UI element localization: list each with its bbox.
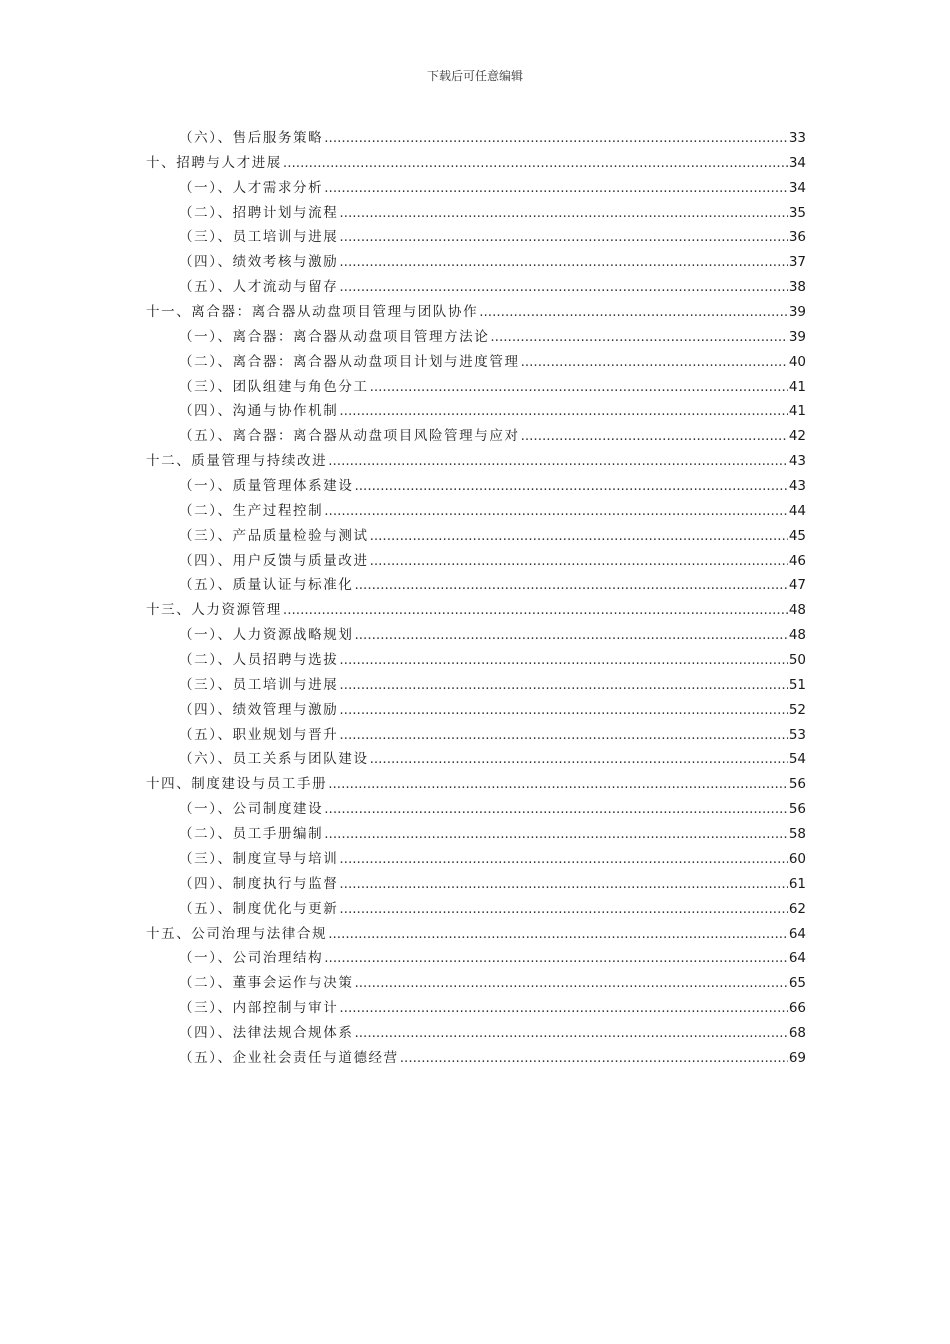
toc-section-entry[interactable]: [146, 673, 806, 698]
toc-page-number: 52: [788, 701, 806, 718]
toc-dot-leader: [339, 673, 787, 698]
toc-section-entry[interactable]: [146, 549, 806, 574]
toc-entry-title: （二）、人员招聘与选拔: [179, 652, 339, 669]
toc-page-number: 40: [788, 353, 806, 370]
toc-dot-leader: [354, 1021, 787, 1046]
toc-section-entry[interactable]: [146, 648, 806, 673]
toc-page-number: 60: [788, 850, 806, 867]
toc-section-entry[interactable]: [146, 250, 806, 275]
toc-chapter-entry[interactable]: [146, 772, 806, 797]
toc-dot-leader: [339, 648, 787, 673]
toc-section-entry[interactable]: [146, 1046, 806, 1071]
toc-dot-leader: [328, 772, 788, 797]
toc-entry-title: （四）、法律法规合规体系: [179, 1024, 354, 1041]
toc-entry-title: （四）、用户反馈与质量改进: [179, 552, 369, 569]
toc-dot-leader: [324, 946, 788, 971]
toc-dot-leader: [339, 399, 787, 424]
toc-entry-title: （五）、制度优化与更新: [179, 900, 339, 917]
toc-dot-leader: [324, 822, 788, 847]
toc-section-entry[interactable]: [146, 698, 806, 723]
toc-entry-title: （五）、人才流动与留存: [179, 279, 339, 296]
toc-dot-leader: [324, 126, 788, 151]
toc-page-number: 48: [788, 602, 806, 619]
toc-dot-leader: [354, 573, 787, 598]
toc-page-number: 34: [788, 179, 806, 196]
toc-dot-leader: [370, 747, 788, 772]
toc-entry-title: 十五、公司治理与法律合规: [146, 925, 328, 942]
toc-entry-title: 十四、制度建设与员工手册: [146, 776, 328, 793]
toc-dot-leader: [354, 623, 787, 648]
toc-section-entry[interactable]: [146, 201, 806, 226]
toc-page-number: 45: [788, 527, 806, 544]
toc-section-entry[interactable]: [146, 225, 806, 250]
toc-section-entry[interactable]: [146, 1021, 806, 1046]
toc-section-entry[interactable]: [146, 499, 806, 524]
toc-section-entry[interactable]: [146, 176, 806, 201]
toc-entry-title: （二）、离合器：离合器从动盘项目计划与进度管理: [179, 353, 520, 370]
toc-entry-title: （三）、制度宣导与培训: [179, 850, 339, 867]
toc-page-number: 62: [788, 900, 806, 917]
toc-page-number: 39: [788, 304, 806, 321]
toc-dot-leader: [324, 797, 788, 822]
toc-section-entry[interactable]: [146, 623, 806, 648]
toc-page-number: 65: [788, 975, 806, 992]
toc-page-number: 38: [788, 279, 806, 296]
toc-section-entry[interactable]: [146, 996, 806, 1021]
toc-page-number: 36: [788, 229, 806, 246]
toc-dot-leader: [324, 176, 788, 201]
toc-dot-leader: [339, 201, 787, 226]
toc-section-entry[interactable]: [146, 897, 806, 922]
toc-entry-title: （一）、人才需求分析: [179, 179, 324, 196]
toc-page-number: 56: [788, 776, 806, 793]
toc-entry-title: （二）、生产过程控制: [179, 502, 324, 519]
toc-dot-leader: [339, 250, 787, 275]
toc-dot-leader: [283, 598, 788, 623]
toc-chapter-entry[interactable]: [146, 151, 806, 176]
toc-dot-leader: [354, 971, 787, 996]
toc-chapter-entry[interactable]: [146, 922, 806, 947]
toc-entry-title: （四）、制度执行与监督: [179, 875, 339, 892]
toc-dot-leader: [490, 325, 787, 350]
toc-entry-title: （五）、企业社会责任与道德经营: [179, 1049, 399, 1066]
toc-dot-leader: [339, 275, 787, 300]
toc-chapter-entry[interactable]: [146, 300, 806, 325]
toc-section-entry[interactable]: [146, 723, 806, 748]
toc-entry-title: （二）、董事会运作与决策: [179, 975, 354, 992]
toc-dot-leader: [339, 872, 787, 897]
toc-page-number: 44: [788, 502, 806, 519]
toc-section-entry[interactable]: [146, 399, 806, 424]
toc-page-number: 34: [788, 154, 806, 171]
toc-dot-leader: [339, 847, 787, 872]
toc-dot-leader: [521, 424, 788, 449]
toc-entry-title: 十二、质量管理与持续改进: [146, 453, 328, 470]
toc-entry-title: （三）、员工培训与进展: [179, 676, 339, 693]
toc-section-entry[interactable]: [146, 424, 806, 449]
toc-entry-title: 十三、人力资源管理: [146, 602, 282, 619]
toc-page-number: 58: [788, 826, 806, 843]
toc-dot-leader: [354, 474, 787, 499]
toc-dot-leader: [370, 524, 788, 549]
toc-entry-title: （一）、人力资源战略规划: [179, 627, 354, 644]
toc-section-entry[interactable]: [146, 946, 806, 971]
toc-entry-title: （二）、员工手册编制: [179, 826, 324, 843]
toc-entry-title: （一）、离合器：离合器从动盘项目管理方法论: [179, 328, 490, 345]
toc-dot-leader: [328, 449, 788, 474]
toc-section-entry[interactable]: [146, 872, 806, 897]
toc-section-entry[interactable]: [146, 350, 806, 375]
toc-dot-leader: [324, 499, 788, 524]
toc-section-entry[interactable]: [146, 822, 806, 847]
toc-page-number: 64: [788, 950, 806, 967]
toc-entry-title: （五）、离合器：离合器从动盘项目风险管理与应对: [179, 428, 520, 445]
toc-section-entry[interactable]: [146, 797, 806, 822]
table-of-contents: [146, 126, 806, 1071]
toc-dot-leader: [339, 723, 787, 748]
toc-entry-title: （三）、内部控制与审计: [179, 1000, 339, 1017]
toc-entry-title: （三）、产品质量检验与测试: [179, 527, 369, 544]
toc-section-entry[interactable]: [146, 275, 806, 300]
toc-chapter-entry[interactable]: [146, 449, 806, 474]
toc-section-entry[interactable]: [146, 375, 806, 400]
toc-page-number: 64: [788, 925, 806, 942]
toc-page-number: 61: [788, 875, 806, 892]
toc-entry-title: （二）、招聘计划与流程: [179, 204, 339, 221]
toc-page-number: 48: [788, 627, 806, 644]
toc-section-entry[interactable]: [146, 325, 806, 350]
toc-page-number: 35: [788, 204, 806, 221]
toc-entry-title: （四）、绩效管理与激励: [179, 701, 339, 718]
toc-page-number: 47: [788, 577, 806, 594]
toc-page-number: 33: [788, 130, 806, 146]
toc-dot-leader: [339, 996, 787, 1021]
toc-dot-leader: [479, 300, 788, 325]
toc-page-number: 66: [788, 1000, 806, 1017]
toc-dot-leader: [339, 897, 787, 922]
toc-dot-leader: [521, 350, 788, 375]
toc-section-entry[interactable]: [146, 126, 806, 151]
page-header: 下载后可任意编辑: [426, 69, 523, 83]
toc-dot-leader: [370, 375, 788, 400]
toc-page-number: 50: [788, 652, 806, 669]
toc-entry-title: （五）、质量认证与标准化: [179, 577, 354, 594]
toc-page-number: 51: [788, 676, 806, 693]
toc-section-entry[interactable]: [146, 971, 806, 996]
toc-section-entry[interactable]: [146, 847, 806, 872]
toc-section-entry[interactable]: [146, 573, 806, 598]
toc-dot-leader: [400, 1046, 788, 1071]
toc-entry-title: 十一、离合器：离合器从动盘项目管理与团队协作: [146, 304, 479, 321]
toc-entry-title: （六）、员工关系与团队建设: [179, 751, 369, 768]
toc-page-number: 42: [788, 428, 806, 445]
toc-dot-leader: [370, 549, 788, 574]
toc-entry-title: （五）、职业规划与晋升: [179, 726, 339, 743]
toc-entry-title: （四）、沟通与协作机制: [179, 403, 339, 420]
toc-page-number: 56: [788, 801, 806, 818]
toc-entry-title: （一）、质量管理体系建设: [179, 478, 354, 495]
toc-page-number: 39: [788, 328, 806, 345]
toc-page-number: 43: [788, 453, 806, 470]
toc-section-entry[interactable]: [146, 747, 806, 772]
toc-dot-leader: [339, 225, 787, 250]
toc-entry-title: （三）、员工培训与进展: [179, 229, 339, 246]
toc-entry-title: 十、招聘与人才进展: [146, 154, 282, 171]
toc-page-number: 69: [788, 1049, 806, 1066]
toc-chapter-entry[interactable]: [146, 598, 806, 623]
toc-section-entry[interactable]: [146, 524, 806, 549]
toc-page-number: 41: [788, 378, 806, 395]
toc-page-number: 43: [788, 478, 806, 495]
toc-dot-leader: [283, 151, 788, 176]
toc-dot-leader: [339, 698, 787, 723]
toc-page-number: 41: [788, 403, 806, 420]
toc-page-number: 68: [788, 1024, 806, 1041]
toc-page-number: 53: [788, 726, 806, 743]
toc-section-entry[interactable]: [146, 474, 806, 499]
toc-page-number: 37: [788, 254, 806, 271]
toc-entry-title: （三）、团队组建与角色分工: [179, 378, 369, 395]
toc-page-number: 46: [788, 552, 806, 569]
toc-entry-title: （一）、公司治理结构: [179, 950, 324, 967]
toc-dot-leader: [328, 922, 788, 947]
toc-entry-title: （四）、绩效考核与激励: [179, 254, 339, 271]
toc-page-number: 54: [788, 751, 806, 768]
toc-entry-title: （一）、公司制度建设: [179, 801, 324, 818]
toc-entry-title: （六）、售后服务策略: [179, 130, 324, 146]
